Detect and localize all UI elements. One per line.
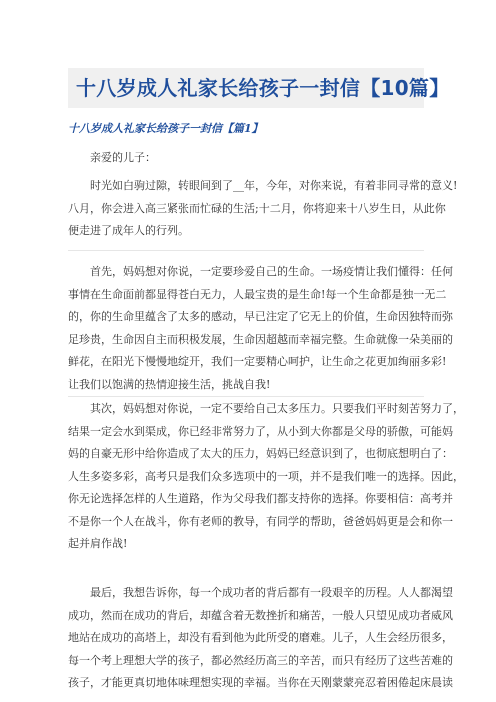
paragraph-divider [68,250,424,251]
paragraph-3 [68,398,464,556]
document-title: 十八岁成人礼家长给孩子一封信【10篇】 [76,76,450,100]
paragraph-line: 起并肩作战! [68,537,128,550]
paragraph-line: 八月，你会进入高三紧张而忙碌的生活;十二月，你将迎来十八岁生日，从此你 [68,201,446,215]
greeting: 亲爱的儿子： [90,151,156,164]
paragraph-line: 你无论选择怎样的人生道路，作为父母我们都支持你的选择。你要相信：高考并 [68,492,453,505]
paragraph-4 [68,582,453,695]
paragraph-line: 孩子，才能更真切地体味理想实现的幸福。当你在天刚蒙蒙亮忍着困倦起床晨读 [68,676,453,689]
paragraph-line: 的，你的生命里蕴含了太多的感动，早已注定了它无上的价值，生命因独特而弥 [68,310,453,323]
paragraph-line: 地站在成功的高塔上，却没有看到他为此所受的磨难。儿子，人生会经历很多， [68,631,453,644]
paragraph-1 [68,175,458,243]
paragraph-line: 便走进了成年人的行列。 [68,224,189,237]
paragraph-line: 每一个考上理想大学的孩子，都必然经历高三的辛苦，而只有经历了这些苦难的 [68,653,453,667]
paragraph-line: 足珍贵，生命因自主而积极发展，生命因超越而幸福完整。生命就像一朵美丽的 [68,332,453,346]
paragraph-divider [68,396,424,397]
paragraph-line: 首先，妈妈想对你说，一定要珍爱自己的生命。一场疫情让我们懂得：任何 [90,265,453,278]
paragraph-line: 成功，然而在成功的背后，却蕴含着无数挫折和痛苦，一般人只望见成功者威风 [68,608,453,622]
paragraph-line: 时光如白驹过隙，转眼间到了__年，今年，对你来说，有着非同寻常的意义! [90,179,458,192]
paragraph-line: 不是你一个人在战斗，你有老师的教导，有同学的帮助，爸爸妈妈更是会和你一 [68,514,453,528]
paragraph-line: 妈的自豪无形中给你造成了太大的压力，妈妈已经意识到了，也彻底想明白了： [68,447,453,460]
paragraph-line: 其次，妈妈想对你说，一定不要给自己太多压力。只要我们平时刻苦努力了， [90,402,464,415]
paragraph-line: 最后，我想告诉你，每一个成功者的背后都有一段艰辛的历程。人人都渴望 [90,586,453,599]
paragraph-line: 事情在生命面前都显得苍白无力，人最宝贵的是生命!每一个生命都是独一无二 [68,287,447,301]
paragraph-line: 结果一定会水到渠成，你已经非常努力了，从小到大你都是父母的骄傲，可能妈 [68,424,453,438]
paragraph-line: 让我们以饱满的热情迎接生活，挑战自我! [68,377,271,391]
paragraph-line: 人生多姿多彩，高考只是我们众多选项中的一项，并不是我们唯一的选择。因此， [68,469,464,483]
paragraph-line: 鲜花，在阳光下慢慢地绽开，我们一定要精心呵护，让生命之花更加绚丽多彩! [68,355,447,368]
paragraph-2 [68,261,453,396]
section-heading: 十八岁成人礼家长给孩子一封信【篇1】 [68,122,263,135]
